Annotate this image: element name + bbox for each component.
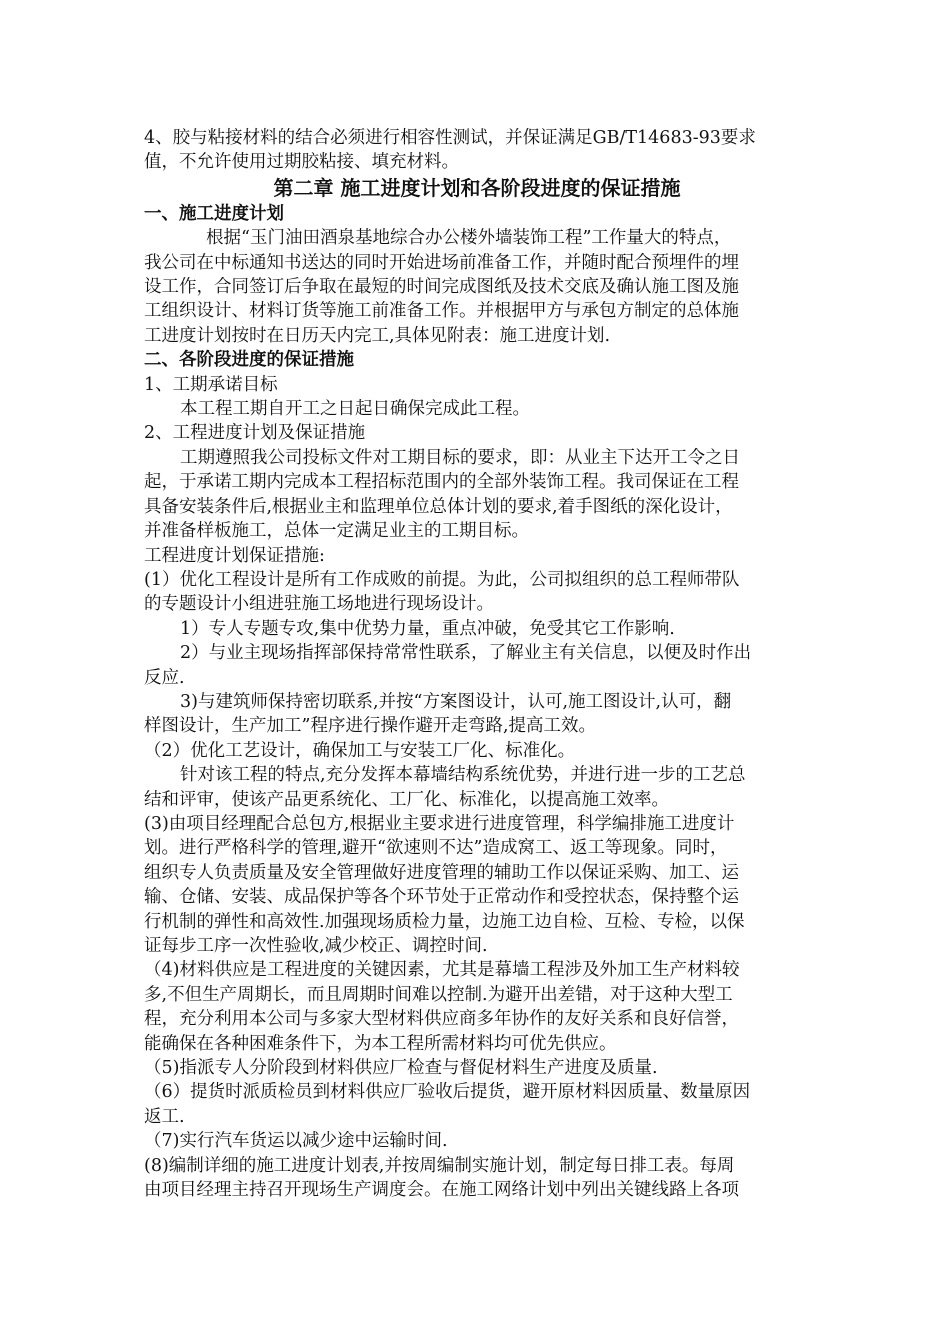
section-heading: 二、各阶段进度的保证措施 [144,350,354,371]
text-line: 多,不但生产周期长，而且周期时间难以控制.为避开出差错，对于这种大型工 [144,984,733,1005]
text-line: (3)由项目经理配合总包方,根据业主要求进行进度管理，科学编排施工进度计 [144,813,735,834]
document-page [144,126,810,1202]
text-line: 3)与建筑师保持密切联系,并按“方案图设计，认可,施工图设计,认可，翻 [180,691,732,712]
text-line: 2、工程进度计划及保证措施 [144,423,366,444]
text-line: 根据“玉门油田酒泉基地综合办公楼外墙装饰工程”工作量大的特点， [206,228,732,249]
text-line: 设工作，合同签订后争取在最短的时间完成图纸及技术交底及确认施工图及施 [144,277,739,298]
text-line: （2）优化工艺设计，确保加工与安装工厂化、标准化。 [144,740,576,761]
text-line: 起，于承诺工期内完成本工程招标范围内的全部外装饰工程。我司保证在工程 [144,472,739,493]
text-line: 样图设计，生产加工”程序进行操作避开走弯路,提高工效。 [144,716,597,737]
text-line: 输、仓储、安装、成品保护等各个环节处于正常动作和受控状态，保持整个运 [144,887,739,908]
text-line: 针对该工程的特点,充分发挥本幕墙结构系统优势，并进行进一步的工艺总 [180,765,746,786]
text-line: 划。进行严格科学的管理,避开“欲速则不达”造成窝工、返工等现象。同时， [144,838,728,859]
text-line: 反应. [144,667,185,688]
text-line: 能确保在各种困难条件下，为本工程所需材料均可优先供应。 [144,1033,617,1054]
text-line: 工进度计划按时在日历天内完工,具体见附表：施工进度计划. [144,325,611,346]
text-line: 程，充分利用本公司与多家大型材料供应商多年协作的友好关系和良好信誉， [144,1009,739,1030]
text-line: 并准备样板施工，总体一定满足业主的工期目标。 [144,521,529,542]
section-heading: 一、施工进度计划 [144,203,284,224]
text-line: (1）优化工程设计是所有工作成败的前提。为此，公司拟组织的总工程师带队 [144,569,740,590]
text-line: 行机制的弹性和高效性.加强现场质检力量，边施工边自检、互检、专检，以保 [144,911,745,932]
text-line: 由项目经理主持召开现场生产调度会。在施工网络计划中列出关键线路上各项 [144,1180,739,1201]
text-line: 具备安装条件后,根据业主和监理单位总体计划的要求,着手图纸的深化设计， [144,496,733,517]
text-line: 的专题设计小组进驻施工场地进行现场设计。 [144,594,494,615]
text-line: 返工. [144,1106,185,1127]
text-line: 工期遵照我公司投标文件对工期目标的要求，即：从业主下达开工令之日 [180,447,740,468]
text-line: 我公司在中标通知书送达的同时开始进场前准备工作，并随时配合预埋件的埋 [144,252,739,273]
text-line: 工程进度计划保证措施: [144,545,325,566]
text-line: （4)材料供应是工程进度的关键因素，尤其是幕墙工程涉及外加工生产材料较 [144,960,740,981]
text-line: 证每步工序一次性验收,减少校正、调控时间. [144,936,488,956]
text-line: 1、工期承诺目标 [144,374,278,395]
text-line: (8)编制详细的施工进度计划表,并按周编制实施计划，制定每日排工表。每周 [144,1155,735,1176]
text-line: 1）专人专题专攻,集中优势力量，重点冲破，免受其它工作影响. [180,618,675,639]
text-line: 4、胶与粘接材料的结合必须进行相容性测试，并保证满足GB/T14683-93要求 [144,128,756,148]
text-line: 值，不允许使用过期胶粘接、填充材料。 [144,152,459,173]
text-line: 本工程工期自开工之日起日确保完成此工程。 [180,399,530,420]
text-line: 结和评审，使该产品更系统化、工厂化、标准化，以提高施工效率。 [144,789,669,810]
text-line: （7)实行汽车货运以减少途中运输时间. [144,1131,448,1152]
chapter-title: 第二章 施工进度计划和各阶段进度的保证措施 [273,175,681,200]
text-line: （5)指派专人分阶段到材料供应厂检查与督促材料生产进度及质量. [144,1058,658,1079]
text-line: 2）与业主现场指挥部保持常常性联系，了解业主有关信息，以便及时作出 [180,643,752,664]
text-line: 工组织设计、材料订货等施工前准备工作。并根据甲方与承包方制定的总体施 [144,301,739,322]
text-line: 组织专人负责质量及安全管理做好进度管理的辅助工作以保证采购、加工、运 [144,862,739,883]
text-line: （6）提货时派质检员到材料供应厂验收后提货，避开原材料因质量、数量原因 [144,1082,751,1103]
